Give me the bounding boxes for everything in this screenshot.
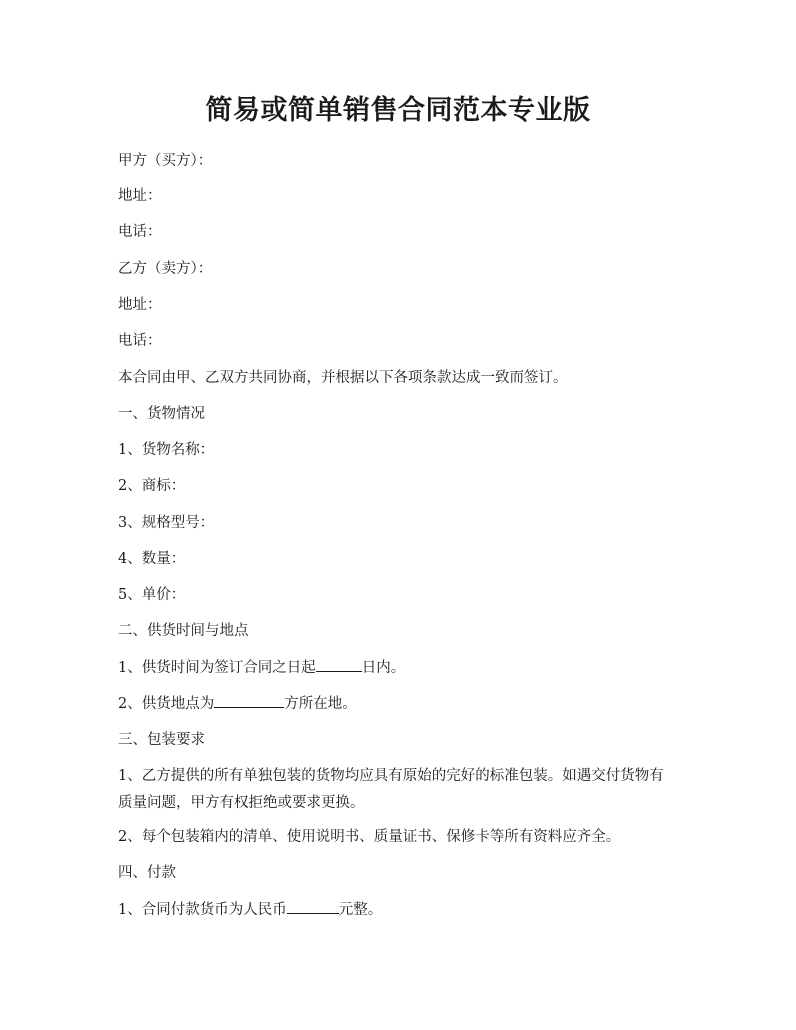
packaging-clause-2: 2、每个包装箱内的清单、使用说明书、质量证书、保修卡等所有资料应齐全。 — [118, 829, 621, 845]
section-heading-payment: 四、付款 — [118, 865, 176, 881]
seller-phone-label: 电话： — [118, 333, 162, 349]
goods-item-spec: 3、规格型号： — [118, 515, 215, 531]
blank-underline — [316, 656, 362, 672]
delivery-place-clause — [118, 692, 678, 716]
delivery-place-text: 2、供货地点为 — [118, 696, 215, 712]
section-heading-packaging: 三、包装要求 — [118, 732, 205, 748]
section-heading-goods: 一、货物情况 — [118, 406, 205, 422]
payment-currency-clause — [118, 898, 678, 922]
payment-currency-suffix: 元整。 — [338, 902, 383, 918]
document-title: 简易或简单销售合同范本专业版 — [205, 95, 591, 126]
blank-underline — [287, 898, 339, 914]
buyer-address-label: 地址： — [118, 188, 162, 204]
section-heading-delivery: 二、供货时间与地点 — [118, 623, 249, 639]
seller-address-label: 地址： — [118, 297, 162, 313]
delivery-time-clause — [118, 656, 678, 680]
goods-item-quantity: 4、数量： — [118, 551, 186, 567]
goods-item-name: 1、货物名称： — [118, 442, 215, 458]
seller-label: 乙方（卖方）： — [118, 261, 213, 277]
blank-underline — [214, 692, 284, 708]
payment-currency-text: 1、合同付款货币为人民币 — [118, 902, 287, 918]
buyer-label: 甲方（买方）： — [118, 153, 213, 169]
delivery-time-suffix: 日内。 — [361, 660, 406, 676]
packaging-clause-1: 1、乙方提供的所有单独包装的货物均应具有原始的完好的标准包装。如遇交付货物有质量问题，甲方有权拒绝或要求更换。 — [118, 768, 664, 811]
goods-item-unit-price: 5、单价： — [118, 587, 186, 603]
delivery-time-text: 1、供货时间为签订合同之日起 — [118, 660, 316, 676]
buyer-phone-label: 电话： — [118, 224, 162, 240]
contract-preamble: 本合同由甲、乙双方共同协商，并根据以下各项条款达成一致而签订。 — [118, 370, 568, 386]
delivery-place-suffix: 方所在地。 — [284, 696, 357, 712]
goods-item-trademark: 2、商标： — [118, 478, 186, 494]
